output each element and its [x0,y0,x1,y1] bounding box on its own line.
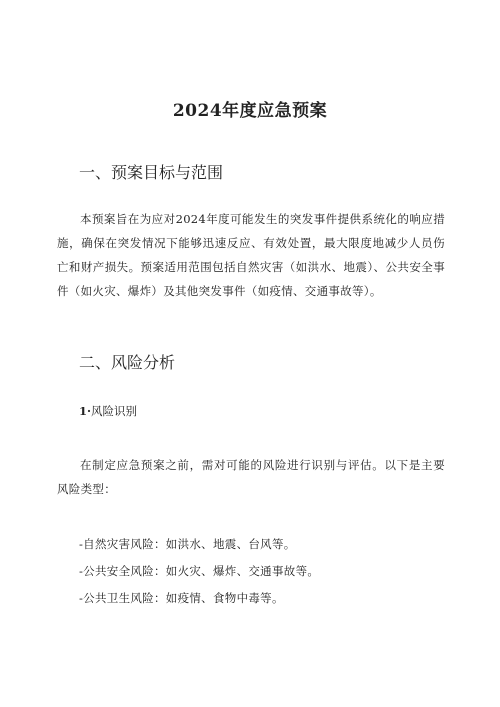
section-heading-scope: 一、预案目标与范围 [79,163,224,182]
risk-item-public-health: -公共卫生风险：如疫情、食物中毒等。 [79,591,284,605]
scope-paragraph: 本预案旨在为应对2024年度可能发生的突发事件提供系统化的响应措施，确保在突发情况下能够迅速反应、有效处置，最大限度地减少人员伤亡和财产损失。预案适用范围包括自然灾害（如洪水、地震）、公共安全事件（如火灾、爆炸）及其他突发事件（如疫情、交通事故等）。 [57,212,445,298]
subheading-number: 1· [79,404,92,418]
section-heading-risk-analysis: 二、风险分析 [79,353,176,372]
document-title: 2024年度应急预案 [172,101,328,121]
subheading-text: 风险识别 [91,404,138,418]
subheading-risk-identification [79,403,137,419]
risk-item-public-safety: -公共安全风险：如火灾、爆炸、交通事故等。 [79,564,320,578]
risk-intro-paragraph: 在制定应急预案之前，需对可能的风险进行识别与评估。以下是主要风险类型： [57,458,445,496]
risk-item-natural: -自然灾害风险：如洪水、地震、台风等。 [79,537,296,551]
